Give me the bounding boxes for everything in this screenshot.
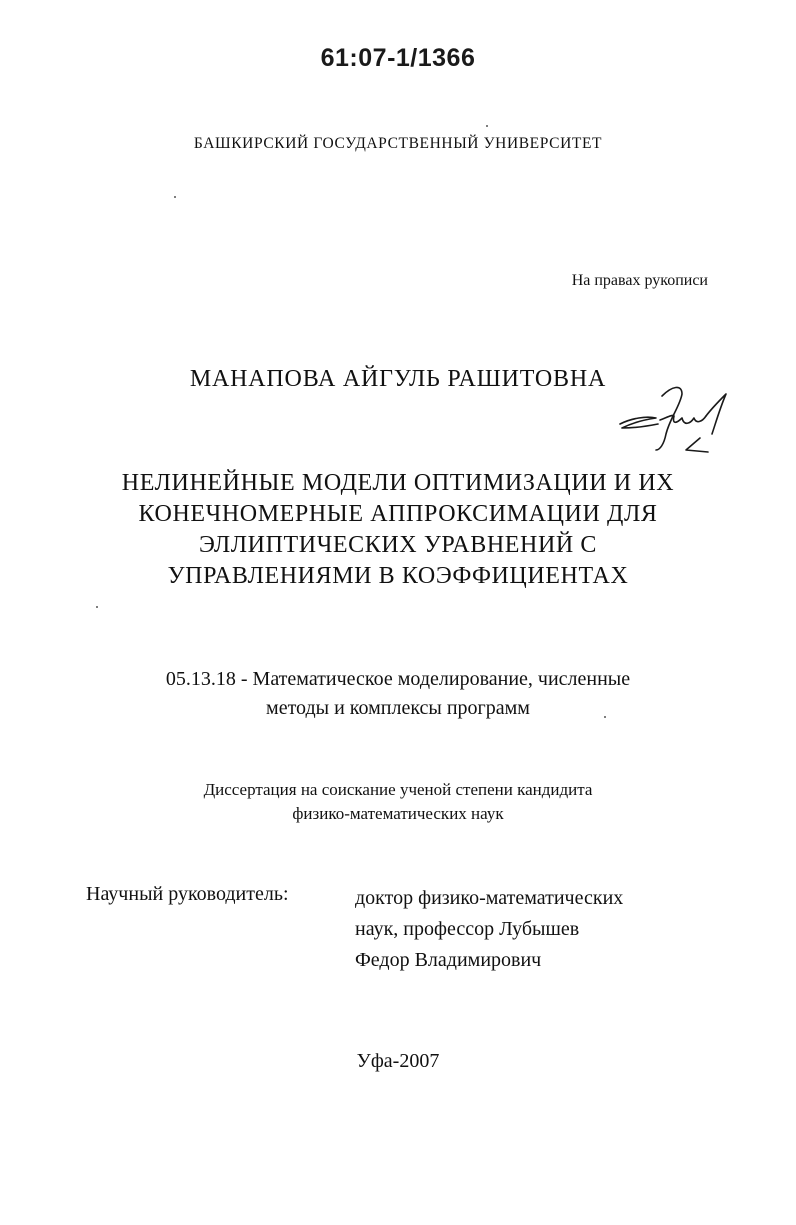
supervisor-line: наук, профессор Лубышев — [355, 918, 580, 940]
title-line: УПРАВЛЕНИЯМИ В КОЭФФИЦИЕНТАХ — [167, 563, 629, 589]
supervisor-line: Федор Владимирович — [355, 949, 542, 971]
handwritten-signature-icon — [612, 378, 742, 464]
title-line: КОНЕЧНОМЕРНЫЕ АППРОКСИМАЦИИ ДЛЯ — [138, 501, 658, 527]
city-year: Уфа-2007 — [356, 1050, 440, 1072]
university-name: БАШКИРСКИЙ ГОСУДАРСТВЕННЫЙ УНИВЕРСИТЕТ — [193, 135, 603, 152]
specialty-code — [0, 665, 796, 723]
specialty-line: 05.13.18 - Математическое моделирование, численные — [165, 668, 631, 690]
scan-speck — [604, 716, 606, 718]
supervisor-label: Научный руководитель: — [86, 883, 289, 905]
supervisor-details — [355, 883, 623, 976]
scan-speck — [174, 196, 176, 198]
degree-statement — [0, 778, 796, 826]
scan-speck — [96, 606, 98, 608]
archive-ref-number: 61:07-1/1366 — [320, 44, 476, 72]
dissertation-title — [0, 468, 796, 592]
degree-line: Диссертация на соискание ученой степени кандидита — [203, 780, 593, 799]
author-name: МАНАПОВА АЙГУЛЬ РАШИТОВНА — [189, 366, 607, 392]
scan-speck — [486, 125, 488, 127]
supervisor-line: доктор физико-математических — [355, 887, 624, 909]
specialty-line: методы и комплексы программ — [266, 697, 530, 719]
title-line: НЕЛИНЕЙНЫЕ МОДЕЛИ ОПТИМИЗАЦИИ И ИХ — [121, 470, 675, 496]
degree-line: физико-математических наук — [292, 804, 504, 823]
title-line: ЭЛЛИПТИЧЕСКИХ УРАВНЕНИЙ С — [198, 532, 598, 558]
manuscript-rights-note: На правах рукописи — [571, 272, 708, 289]
